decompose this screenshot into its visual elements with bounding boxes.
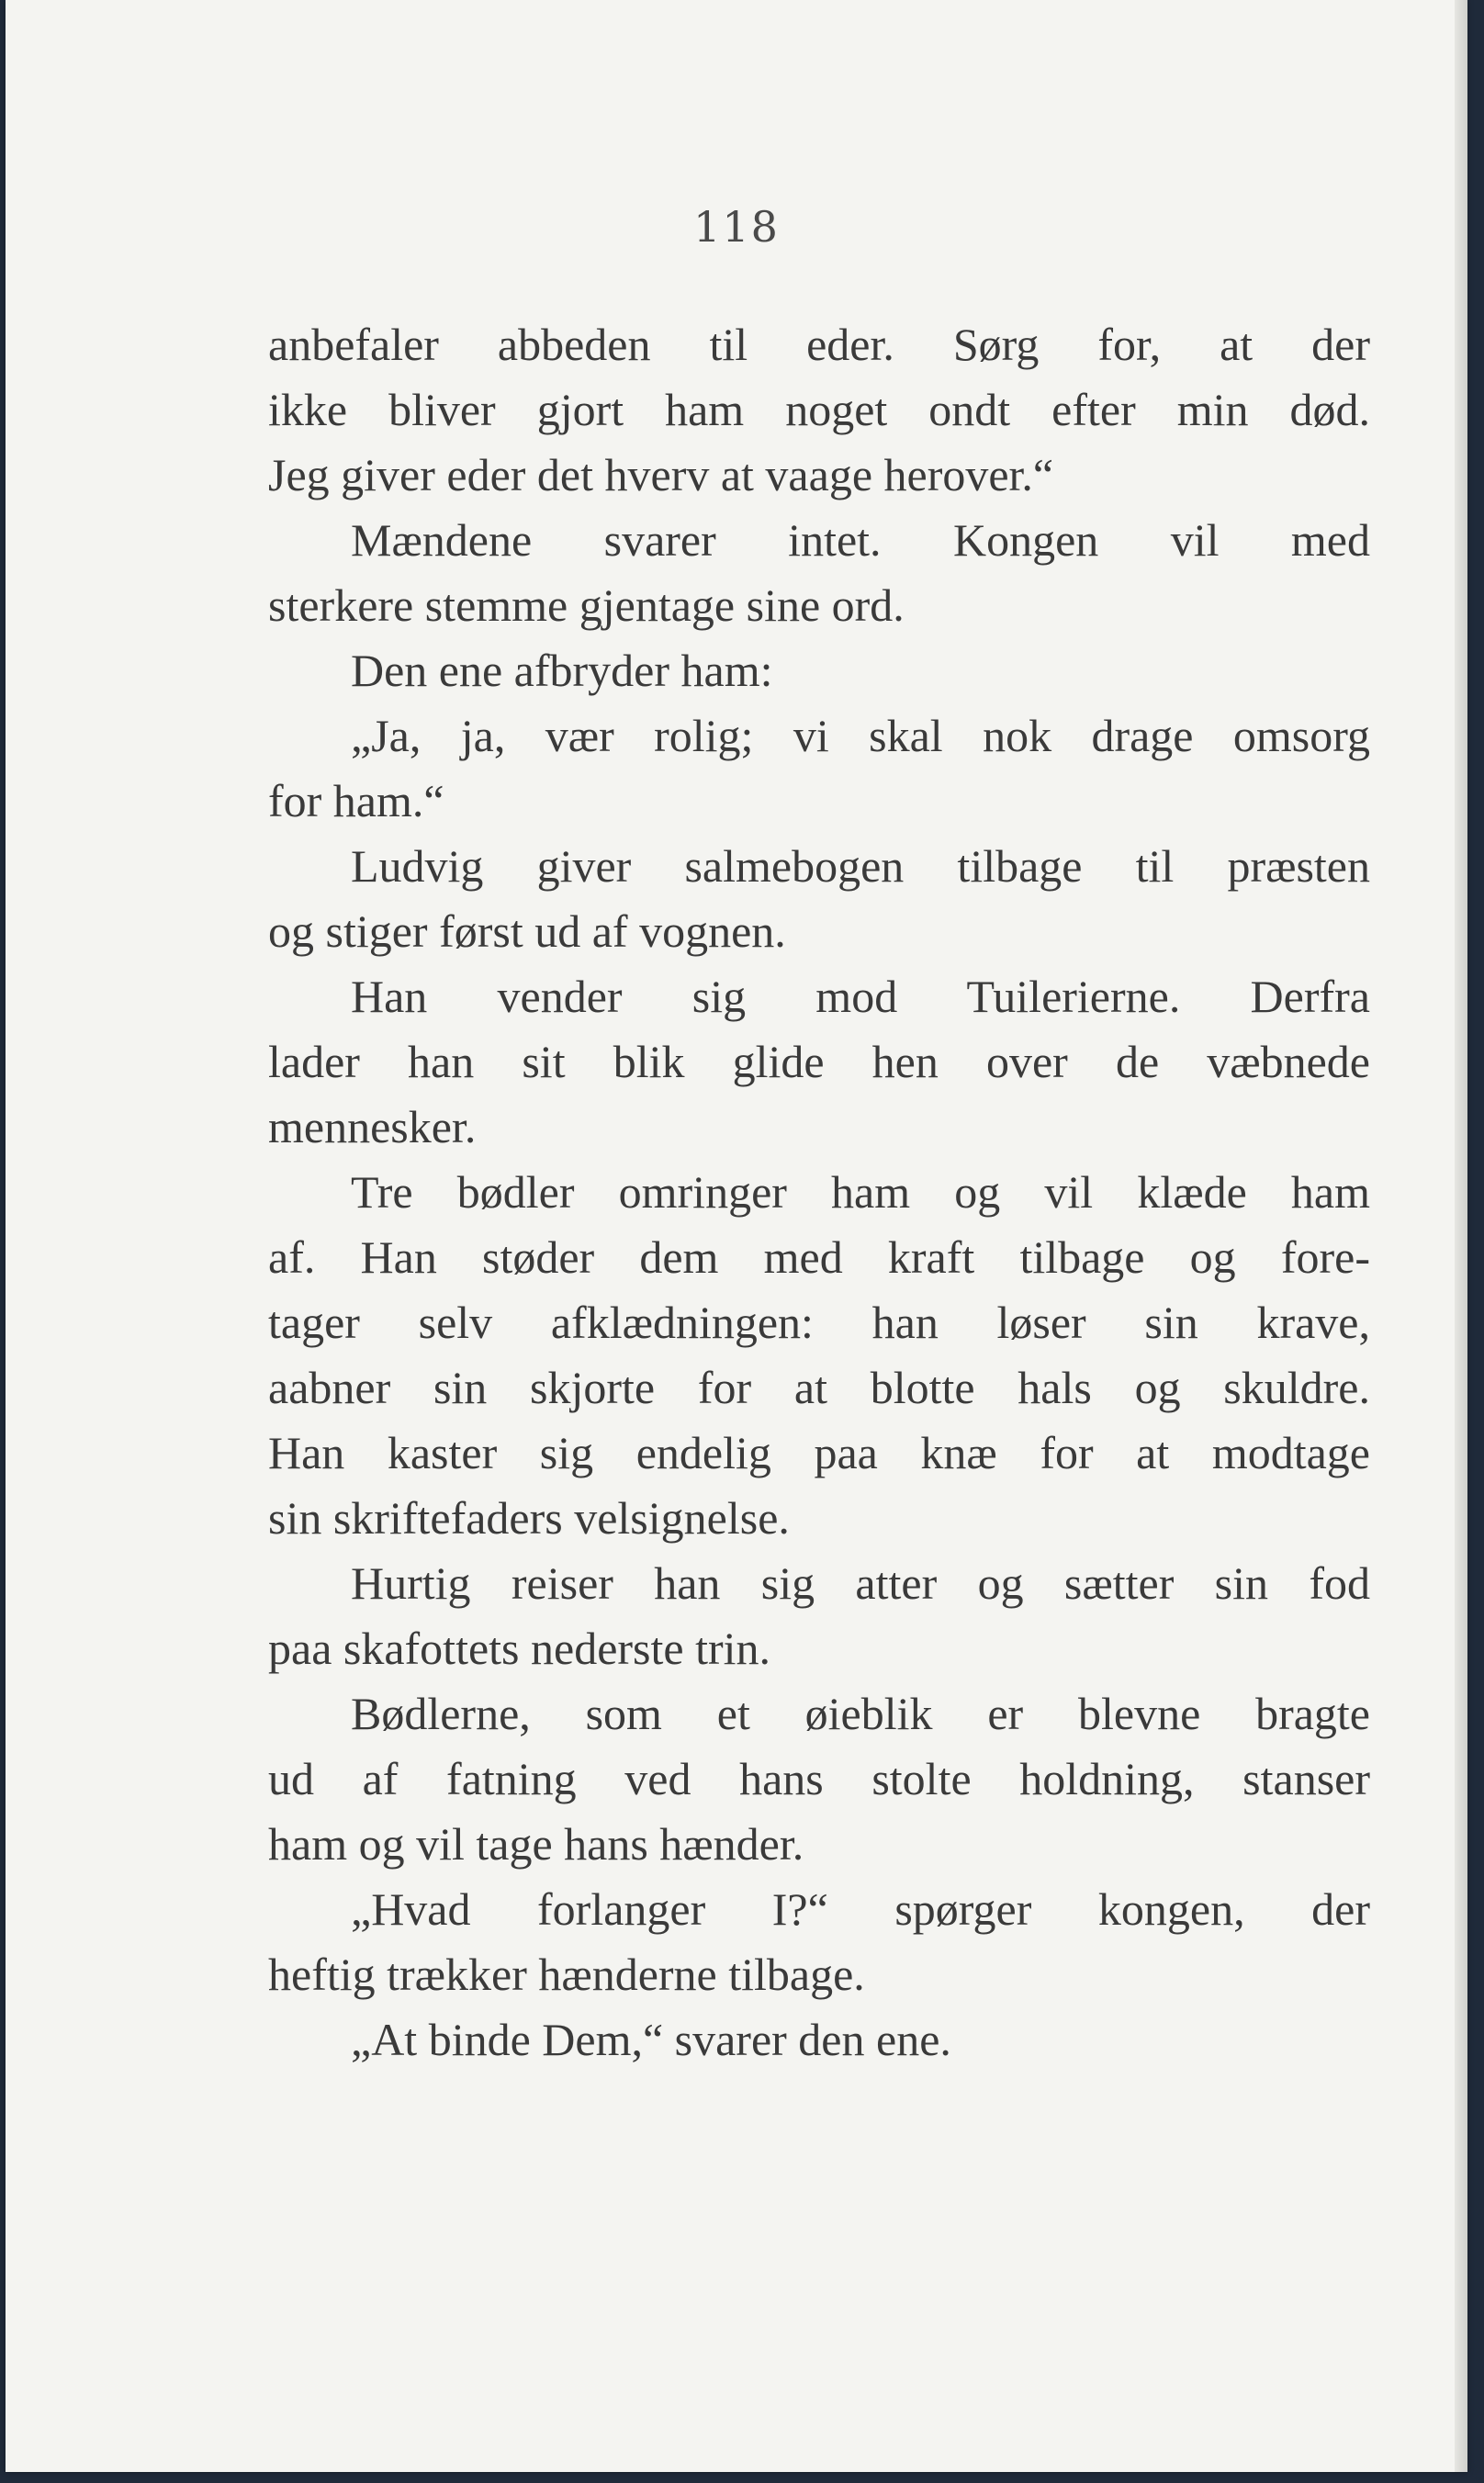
text-line: „Hvad forlanger I?“ spørger kongen, der: [351, 1883, 1370, 1935]
text-line: „Ja, ja, vær rolig; vi skal nok drage omsorg: [351, 710, 1370, 761]
text-line: Han kaster sig endelig paa knæ for at modtage: [268, 1427, 1370, 1478]
text-line: mennesker.: [268, 1101, 477, 1152]
text-line: tager selv afklædningen: han løser sin krave,: [268, 1297, 1370, 1348]
text-line: Den ene afbryder ham:: [351, 645, 773, 696]
text-line: paa skafottets nederste trin.: [268, 1623, 771, 1674]
text-line: Bødlerne, som et øieblik er blevne bragte: [351, 1688, 1370, 1739]
text-line: Hurtig reiser han sig atter og sætter sin fod: [351, 1557, 1370, 1609]
text-line: ham og vil tage hans hænder.: [268, 1818, 804, 1870]
text-line: ud af fatning ved hans stolte holdning, stanser: [268, 1753, 1370, 1804]
text-line: aabner sin skjorte for at blotte hals og skuldre.: [268, 1362, 1370, 1413]
text-line: Han vender sig mod Tuilerierne. Derfra: [351, 971, 1370, 1022]
text-line: „At binde Dem,“ svarer den ene.: [351, 2014, 951, 2065]
text-line: heftig trækker hænderne tilbage.: [268, 1949, 865, 2000]
text-line: af. Han støder dem med kraft tilbage og fore-: [268, 1231, 1370, 1283]
text-line: Tre bødler omringer ham og vil klæde ham: [351, 1166, 1370, 1218]
text-line: lader han sit blik glide hen over de væbnede: [268, 1036, 1370, 1087]
text-line: for ham.“: [268, 775, 444, 826]
book-page: [6, 0, 1467, 2472]
text-line: Mændene svarer intet. Kongen vil med: [351, 514, 1370, 566]
text-line: Jeg giver eder det hverv at vaage herover.“: [268, 449, 1054, 500]
page-body-text: [268, 312, 1370, 2073]
text-line: sin skriftefaders velsignelse.: [268, 1492, 790, 1544]
text-line: ikke bliver gjort ham noget ondt efter min død.: [268, 384, 1370, 435]
text-line: og stiger først ud af vognen.: [268, 905, 786, 957]
page-edge-shadow: [1455, 0, 1467, 2472]
text-line: sterkere stemme gjentage sine ord.: [268, 579, 905, 631]
text-line: Ludvig giver salmebogen tilbage til præsten: [351, 840, 1370, 892]
text-line: anbefaler abbeden til eder. Sørg for, at der: [268, 319, 1370, 370]
page-number: 118: [693, 202, 780, 252]
